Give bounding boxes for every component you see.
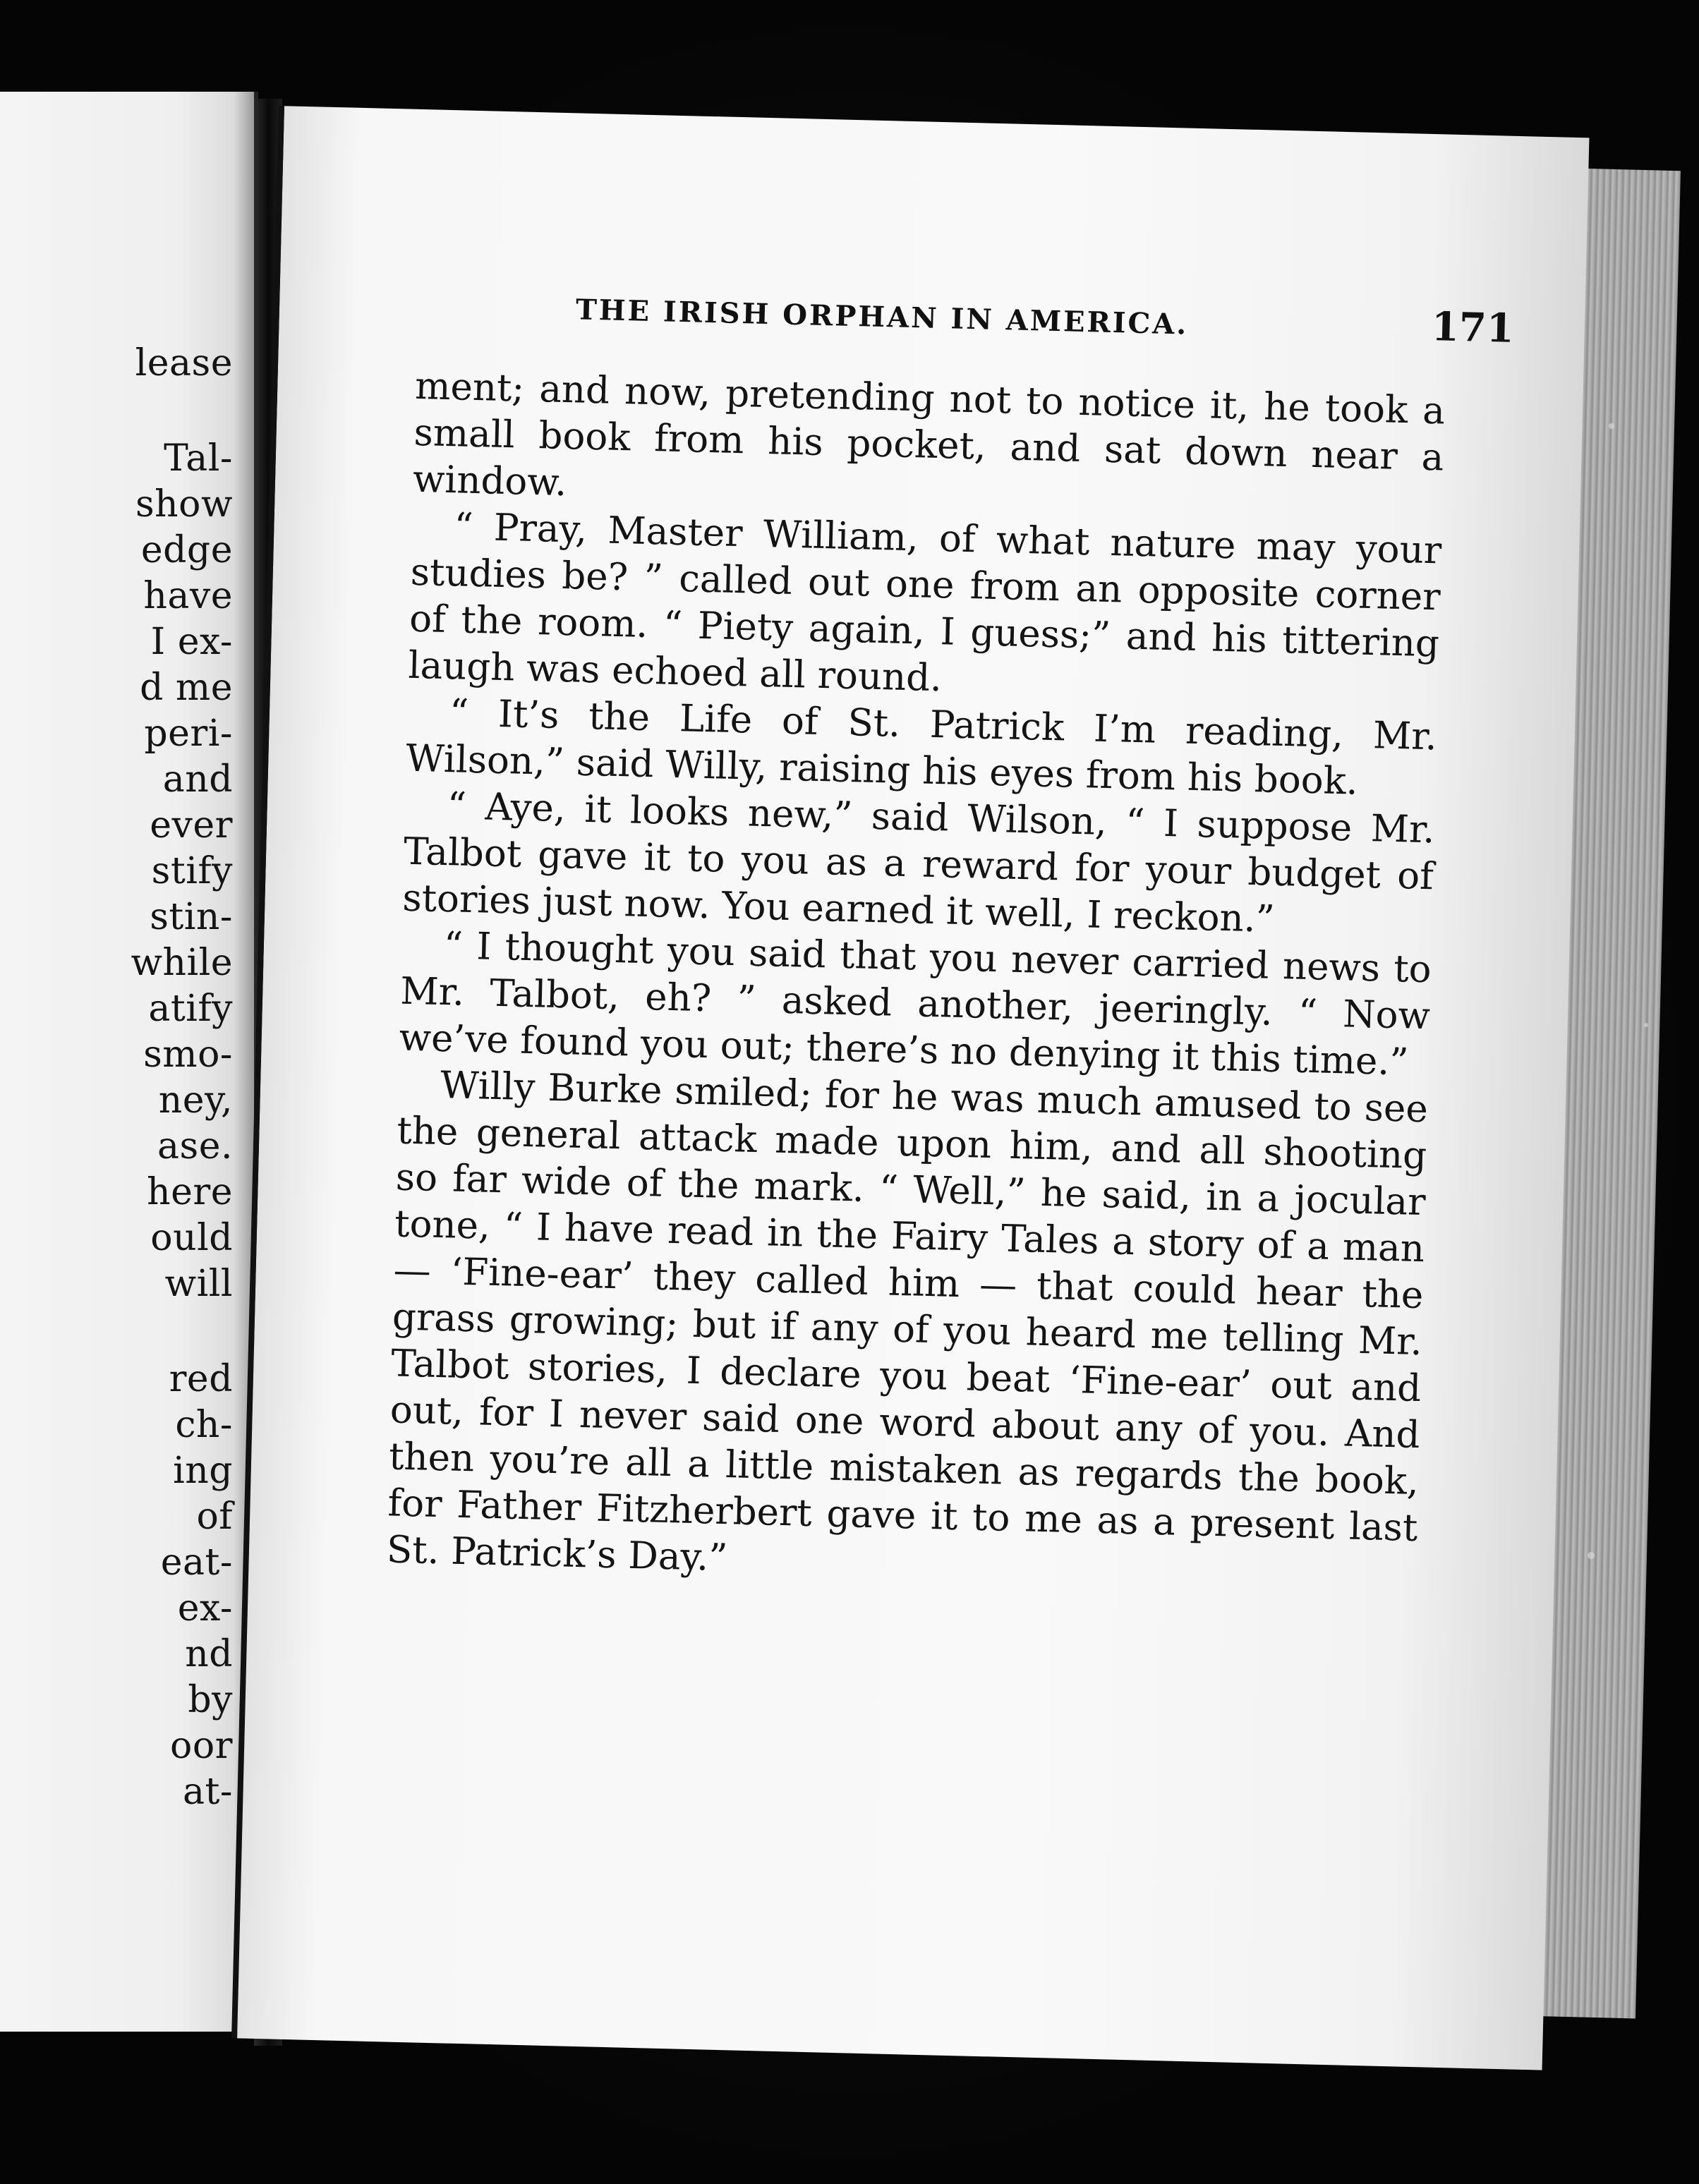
- left-line: smo-: [143, 1033, 233, 1076]
- left-line: atify: [148, 988, 233, 1030]
- left-line: ing: [173, 1450, 233, 1492]
- left-line: ney,: [158, 1079, 233, 1122]
- left-line: ever: [150, 804, 233, 847]
- dust-speck: [1644, 1023, 1648, 1027]
- paragraph: ment; and now, pretending not to notice it, he took a small book from his pocket, and sat down near a window.: [412, 364, 1446, 505]
- left-line: ch-: [175, 1404, 233, 1446]
- left-line: peri-: [144, 712, 233, 755]
- left-line: show: [135, 483, 233, 526]
- left-line: by: [188, 1679, 233, 1721]
- left-line: while: [131, 942, 233, 984]
- page-header: [575, 282, 1514, 351]
- left-line: and: [162, 758, 233, 801]
- left-line: will: [164, 1263, 233, 1305]
- left-line: have: [143, 575, 233, 617]
- left-line: stify: [151, 850, 233, 892]
- left-line: Tal-: [164, 437, 233, 480]
- left-line: d me: [140, 667, 233, 709]
- right-page: [231, 106, 1589, 2070]
- left-line: nd: [185, 1633, 233, 1675]
- body-text: [386, 363, 1445, 1598]
- paragraph: “ I thought you said that you never carried news to Mr. Talbot, eh? ” asked another, jeeringly. “ Now we’ve found you out; there’s no denying it this time.”: [399, 924, 1432, 1084]
- left-line: stin-: [150, 896, 233, 938]
- paragraph: “ Pray, Master William, of what nature may your studies be? ” called out one from an opposite corner of the room. “ Piety again, I guess;” and his tittering laugh was echoed all round.: [407, 505, 1442, 700]
- dust-speck: [1588, 1552, 1595, 1559]
- left-line: ex-: [177, 1587, 233, 1630]
- left-line: red: [169, 1358, 233, 1400]
- paragraph: “ Aye, it looks new,” said Wilson, “ I suppose Mr. Talbot gave it to you as a reward for your budget of stories just now. You earned it well, I reckon.”: [401, 784, 1436, 941]
- left-line: oor: [170, 1725, 233, 1767]
- paragraph: “ It’s the Life of St. Patrick I’m reading, Mr. Wilson,” said Willy, raising his eyes from his book.: [405, 691, 1438, 803]
- left-line: ase.: [157, 1125, 233, 1167]
- left-line: at-: [183, 1771, 233, 1813]
- running-head: THE IRISH ORPHAN IN AMERICA.: [575, 293, 1189, 341]
- left-line: eat-: [160, 1541, 233, 1584]
- page-number: 171: [1431, 303, 1515, 352]
- left-line: ould: [150, 1217, 233, 1259]
- dust-speck: [1609, 423, 1614, 429]
- left-line: lease: [135, 342, 233, 384]
- left-line: of: [196, 1496, 233, 1538]
- paragraph: Willy Burke smiled; for he was much amused to see the general attack made upon him, and all shooting so far wide of the mark. “ Well,” he said, in a jocular tone, “ I have read in the Fairy Tales a story of a man — ‘Fine-ear’ they called him — that could hear the grass growing; but if any of you heard me telling Mr. Talbot stories, I declare you beat ‘Fine-ear’ out and out, for I never said one word about any of you. And then you’re all a little mistaken as regards the book, for Father Fitzherbert gave it to me as a present last St. Patrick’s Day.”: [386, 1064, 1429, 1580]
- left-line: edge: [140, 529, 233, 571]
- left-facing-page: [0, 92, 258, 2032]
- left-line: here: [147, 1171, 233, 1213]
- left-line: I ex-: [150, 621, 233, 663]
